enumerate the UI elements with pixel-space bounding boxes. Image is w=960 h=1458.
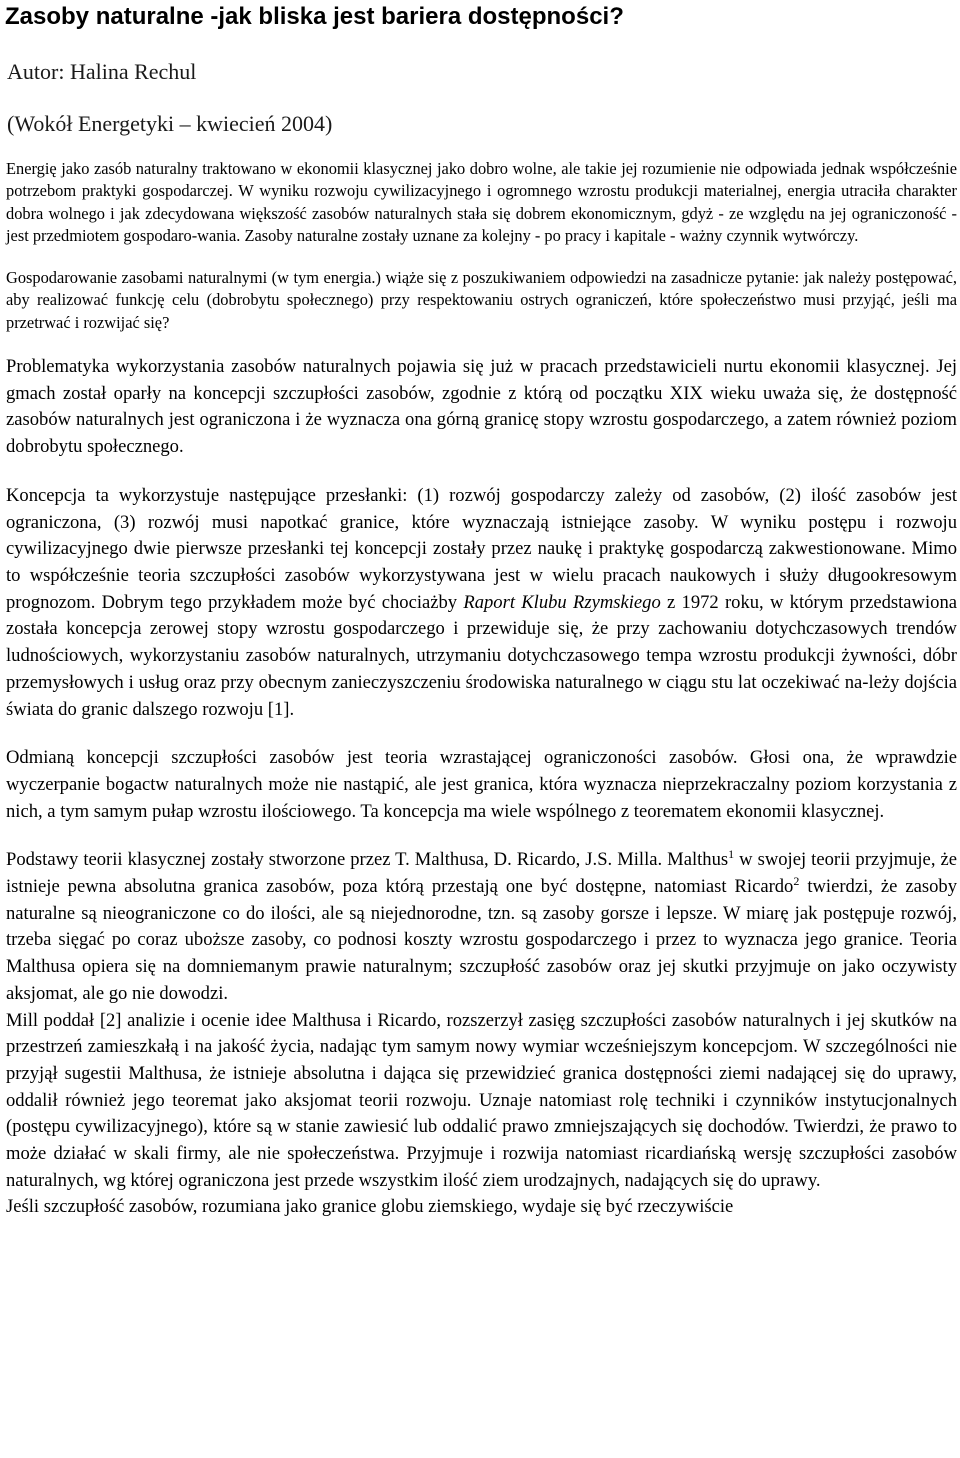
author-line: Autor: Halina Rechul bbox=[7, 59, 197, 84]
paragraph-5: Odmianą koncepcji szczupłości zasobów jest teoria wzrastającej ograniczoności zasobów. Głosi ona, że wprawdzie wyczerpanie bogactw naturalnych może nie nastąpić, ale jest granica, która wyznacza nieprzekraczalny poziom korzystania z nich, a tym samym pułap wzrostu ilościowego. Ta koncepcja ma wiele wspólnego z teorematem ekonomii klasycznej. bbox=[6, 747, 957, 822]
paragraph-4 bbox=[6, 483, 957, 723]
paragraph-6-text-b: w swojej teorii przyjmuje, że istnieje pewna absolutna granica zasobów, poza którą przestają one być dostępne, natomiast Ricardo bbox=[6, 849, 957, 898]
footnote-ref-1: 1 bbox=[728, 847, 735, 862]
paragraph-4-text-a: Koncepcja ta wykorzystuje następujące przesłanki: (1) rozwój gospodarczy zależy od zasobów, (2) ilość zasobów jest ograniczona, (3) rozwój musi napotkać granice, które wyznaczają istniejące zasoby. W wyniku postępu i rozwoju cywilizacyjnego dwie pierwsze przesłanki tej koncepcji zostały przez naukę i praktykę gospodarczą zakwestionowane. Mimo to współcześnie teoria szczupłości zasobów wykorzystywana jest w wielu pracach naukowych i służy długookresowym prognozom. Dobrym tego przykładem może być chociażby bbox=[6, 484, 957, 613]
body-section bbox=[6, 354, 957, 1221]
paragraph-6-text-a: Podstawy teorii klasycznej zostały stworzone przez T. Malthusa, D. Ricardo, J.S. Milla. Malthus bbox=[6, 849, 729, 871]
paragraph-1: Energię jako zasób naturalny traktowano w ekonomii klasycznej jako dobro wolne, ale takie jej rozumienie nie odpowiada jednak współcześnie potrzebom praktyki gospodarczej. W wyniku rozwoju cywilizacyjnego i ogromnego wzrostu produkcji materialnej, energia utraciła charakter dobra wolnego i jak zdecydowana większość zasobów naturalnych stała się dobrem ekonomicznym, gdyż - ze względu na jej ograniczoność -jest przedmiotem gospodaro-wania. Zasoby naturalne zostały uznane za kolejny - po pracy i kapitale - ważny czynnik wytwórczy. bbox=[6, 159, 957, 245]
paragraph-7: Mill poddał [2] analizie i ocenie idee Malthusa i Ricardo, rozszerzył zasięg szczupłości zasobów naturalnych i jej skutków na przestrzeń zamieszkałą i na jakość życia, nadając tym samym nowy wymiar wcześniejszym koncepcjom. W szczególności nie przyjął sugestii Malthusa, że istnieje absolutna i dająca się przewidzieć granica dostępności ziemi nadającej się do uprawy, oddalił również jego teoremat jako aksjomat teorii rozwoju. Uznaje natomiast rolę techniki i czynników instytucjonalnych (postępu cywilizacyjnego), które są w stanie zawiesić lub oddalić prawo zmniejszających się dochodów. Twierdzi, że prawo to może działać w skali firmy, ale nie społeczeństwa. Przyjmuje i rozwija natomiast ricardiańską wersję szczupłości zasobów naturalnych, wg której ograniczona jest przede wszystkim ilość ziem urodzajnych, nadających się do uprawy. bbox=[6, 1009, 957, 1191]
footnote-ref-2: 2 bbox=[793, 873, 800, 888]
paragraph-6-text-c: twierdzi, że zasoby naturalne są nieograniczone co do ilości, ale są niejednorodne, tzn. są zasoby gorsze i lepsze. W miarę jak postępuje rozwój, trzeba sięgać po coraz uboższe zasoby, co podnosi koszty wzrostu gospodarczego i przez to wyznacza jego granice. Teoria Malthusa opiera się na domniemanym prawie naturalnym; szczupłość zasobów oraz jej skutki przyjmuje on jako oczywisty aksjomat, ale go nie dowodzi. bbox=[6, 876, 957, 1004]
intro-section bbox=[6, 158, 957, 334]
document-page bbox=[0, 3, 960, 1458]
paragraph-4-text-b: z 1972 roku, w którym przedstawiona została koncepcja zerowej stopy wzrostu gospodarczego i przewiduje się, że przy zachowaniu dotychczasowych trendów ludnościowych, wykorzystaniu zasobów naturalnych, utrzymaniu dotychczasowego tempa wzrostu produkcji żywności, dóbr przemysłowych i usług oraz przy obecnym zanieczyszczeniu środowiska naturalnego w ciągu stu lat oczekiwać na-leży dojścia świata do granic dalszego rozwoju [1]. bbox=[6, 591, 957, 720]
document-title: Zasoby naturalne -jak bliska jest bariera dostępności? bbox=[5, 3, 624, 30]
paragraph-3: Problematyka wykorzystania zasobów naturalnych pojawia się już w pracach przedstawicieli nurtu ekonomii klasycznej. Jej gmach został oparły na koncepcji szczupłości zasobów, zgodnie z którą od początku XIX wieku uważa się, że dostępność zasobów naturalnych jest ograniczona i że wyznacza ona górną granicę stopy wzrostu gospodarczego, a zatem również poziom dobrobytu społecznego. bbox=[6, 356, 957, 458]
source-line: (Wokół Energetyki – kwiecień 2004) bbox=[7, 111, 333, 136]
paragraph-6 bbox=[6, 847, 957, 1007]
paragraph-2: Gospodarowanie zasobami naturalnymi (w tym energia.) wiąże się z poszukiwaniem odpowiedzi na zasadnicze pytanie: jak należy postępować, aby realizować funkcję celu (dobrobytu społecznego) przy respektowaniu ostrych ograniczeń, które społeczeństwo musi przyjąć, jeśli ma przetrwać i rozwijać się? bbox=[6, 268, 957, 332]
club-of-rome-report-title: Raport Klubu Rzymskiego bbox=[463, 591, 661, 613]
paragraph-8: Jeśli szczupłość zasobów, rozumiana jako granice globu ziemskiego, wydaje się być rzeczywiście bbox=[6, 1196, 734, 1218]
